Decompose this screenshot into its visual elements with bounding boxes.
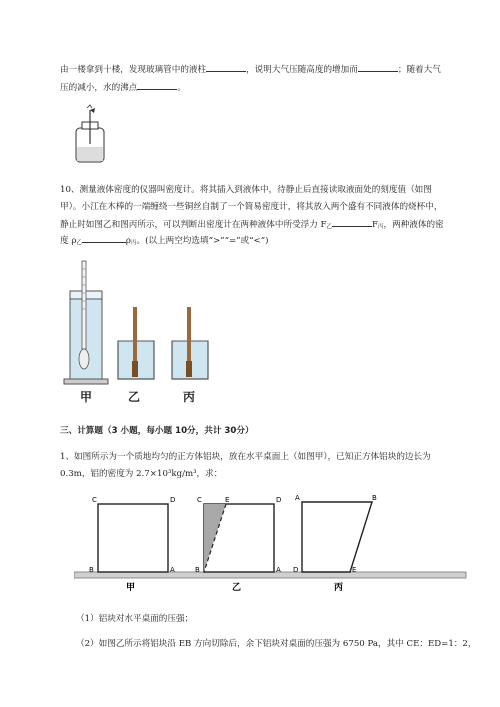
point-label: E xyxy=(225,496,230,504)
point-label: E xyxy=(352,566,357,574)
figure-label-bing: 丙 xyxy=(183,390,196,404)
figure-label: 甲 xyxy=(126,583,136,593)
point-label: C xyxy=(92,496,97,504)
q10-text: 度 ρ xyxy=(60,236,77,246)
point-label: A xyxy=(276,566,281,574)
point-label: B xyxy=(195,566,200,574)
q1-line-1 xyxy=(60,451,431,463)
q1-line-2 xyxy=(60,468,222,480)
q10-line-2 xyxy=(60,201,442,213)
q9-text: 压的减小，水的沸点 xyxy=(60,83,138,93)
subscript: 丙 xyxy=(130,240,137,246)
q1-text: 1、如图所示为一个质地均匀的正方体铝块，放在水平桌面上（如图甲），已知正方体铝块的边长为 xyxy=(60,452,431,462)
q10-line-1 xyxy=(60,184,432,196)
q10-text: 静止时如图乙和图丙所示，可以判断出密度计在两种液体中所受浮力 F xyxy=(60,220,327,230)
bottle-figure xyxy=(72,102,108,164)
point-label: A xyxy=(170,566,175,574)
q9-line-2 xyxy=(60,80,186,94)
q9-text: 。 xyxy=(177,83,186,93)
q1-sub-2: （2）如图乙所示将铝块沿 EB 方向切除后，余下铝块对桌面的压强为 6750 Pa，其中 CE：ED=1：2， xyxy=(76,639,477,649)
q10-text: 。(以上两空均选填“>”“=”或“<”) xyxy=(136,236,269,246)
point-label: B xyxy=(89,566,94,574)
figure-label: 丙 xyxy=(334,583,344,593)
q10-text: 甲）。小江在木棒的一端缠绕一些铜丝自制了一个简易密度计，将其放入两个盛有不同液体的烧杯中， xyxy=(60,202,443,212)
answer-blank[interactable] xyxy=(206,62,246,72)
subscript: 丙 xyxy=(378,224,384,230)
q9-text: ；随着大气 xyxy=(397,65,441,75)
hydrometer-figure xyxy=(60,255,230,405)
q10-text: F xyxy=(372,220,378,230)
point-label: A xyxy=(295,494,300,502)
point-label: D xyxy=(170,496,176,504)
aluminum-block-figure xyxy=(74,488,474,598)
figure-label-jia: 甲 xyxy=(80,390,93,404)
q10-text: ，两种液体的密 xyxy=(383,220,444,230)
q9-text: 由一楼拿到十楼，发现玻璃管中的液柱 xyxy=(60,65,207,75)
q10-text: ρ xyxy=(125,236,131,246)
point-label: B xyxy=(372,494,377,502)
subscript: 乙 xyxy=(326,224,333,230)
answer-blank[interactable] xyxy=(358,62,398,72)
figure-label: 乙 xyxy=(232,583,242,593)
answer-blank[interactable] xyxy=(137,80,177,90)
q10-line-3 xyxy=(60,217,444,233)
q1-sub-1: （1）铝块对水平桌面的压强； xyxy=(76,614,194,624)
q10-text: 10、测量液体密度的仪器叫密度计。将其插入到液体中，待静止后直接读取液面处的刻度值（如图 xyxy=(60,185,432,195)
q9-text: ，说明大气压随高度的增加而 xyxy=(246,65,358,75)
point-label: C xyxy=(197,496,202,504)
figure-label-yi: 乙 xyxy=(128,390,141,404)
answer-blank[interactable] xyxy=(332,217,372,227)
q1-text: 0.3m，铝的密度为 2.7×10³kg/m³，求： xyxy=(60,469,223,479)
point-label: D xyxy=(276,496,282,504)
section-heading: 三、计算题（3 小题，每小题 10分，共计 30分） xyxy=(60,426,254,436)
answer-blank[interactable] xyxy=(82,233,126,243)
q10-line-4 xyxy=(60,233,269,249)
point-label: D xyxy=(293,566,299,574)
subscript: 乙 xyxy=(76,240,82,246)
q9-line-1 xyxy=(60,62,441,76)
